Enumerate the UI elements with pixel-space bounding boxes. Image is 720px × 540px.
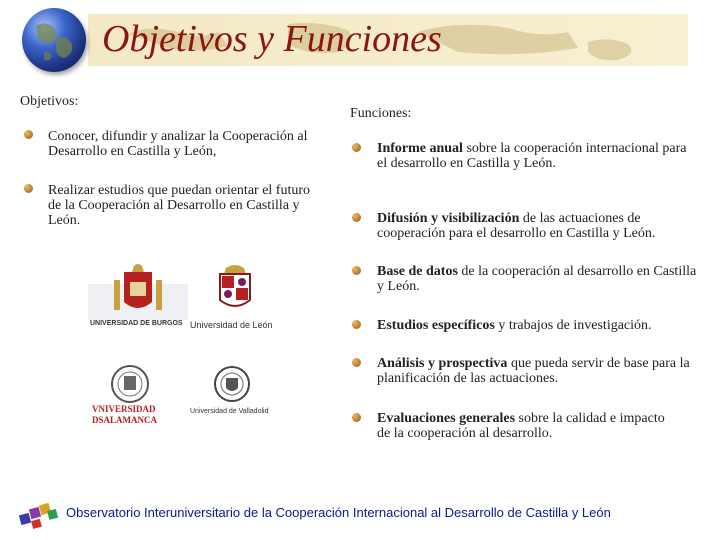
funcion-item-bold: Base de datos <box>377 264 458 279</box>
logo-universidad-valladolid <box>190 364 280 428</box>
funcion-item <box>377 211 707 241</box>
logo-universidad-leon <box>190 262 280 332</box>
funcion-item <box>377 356 697 386</box>
logo-caption: Universidad de León <box>190 320 273 330</box>
funcion-item-bold: Estudios específicos <box>377 318 495 333</box>
crest-icon <box>190 262 280 320</box>
funcion-item <box>377 264 697 294</box>
logo-caption: Universidad de Valladolid <box>190 408 269 415</box>
globe-icon <box>22 8 86 72</box>
bullet-icon <box>352 320 361 329</box>
bullet-icon <box>24 184 33 193</box>
crest-icon <box>92 364 172 404</box>
logo-universidad-salamanca <box>92 364 172 428</box>
objetivos-heading: Objetivos: <box>20 94 79 109</box>
bullet-icon <box>352 213 361 222</box>
bullet-icon <box>352 413 361 422</box>
crest-icon <box>88 262 188 320</box>
funcion-item-bold: Difusión y visibilización <box>377 211 520 226</box>
funcion-item-rest: de las actuaciones de cooperación para el desarrollo en Castilla y León. <box>377 211 656 241</box>
funcion-item-rest: y trabajos de investigación. <box>494 318 652 333</box>
bullet-icon <box>352 143 361 152</box>
funcion-item-bold: Evaluaciones generales <box>377 411 516 426</box>
objetivo-item: Realizar estudios que puedan orientar el futuro de la Cooperación al Desarrollo en Castilla y León. <box>48 183 311 228</box>
slide-title: Objetivos y Funciones <box>102 18 442 60</box>
observatory-logo-icon <box>18 498 62 530</box>
funcion-item-rest: sobre la cooperación internacional para el desarrollo en Castilla y León. <box>377 141 687 171</box>
funcion-item-bold: Informe anual <box>377 141 463 156</box>
bullet-icon <box>24 130 33 139</box>
funcion-item-rest: que pueda servir de base para la planificación de las actuaciones. <box>377 356 690 386</box>
funcion-item-rest: de la cooperación al desarrollo en Castilla y León. <box>377 264 697 294</box>
logo-universidad-burgos <box>88 262 188 332</box>
objetivo-item: Conocer, difundir y analizar la Cooperación al Desarrollo en Castilla y León, <box>48 129 308 159</box>
funcion-item <box>377 318 707 333</box>
footer-text: Observatorio Interuniversitario de la Cooperación Internacional al Desarrollo de Castilla y León <box>66 505 611 520</box>
funciones-heading: Funciones: <box>350 106 412 121</box>
logo-caption: UNIVERSIDAD DE BURGOS <box>90 320 183 327</box>
funcion-item-rest: sobre la calidad e impacto de la cooperación al desarrollo. <box>377 411 665 441</box>
bullet-icon <box>352 266 361 275</box>
funcion-item <box>377 411 677 441</box>
funcion-item-bold: Análisis y prospectiva <box>377 356 508 371</box>
logo-caption: VNIVERSIDAD DSALAMANCA <box>92 404 157 425</box>
bullet-icon <box>352 358 361 367</box>
funcion-item <box>377 141 695 171</box>
crest-icon <box>190 364 280 404</box>
